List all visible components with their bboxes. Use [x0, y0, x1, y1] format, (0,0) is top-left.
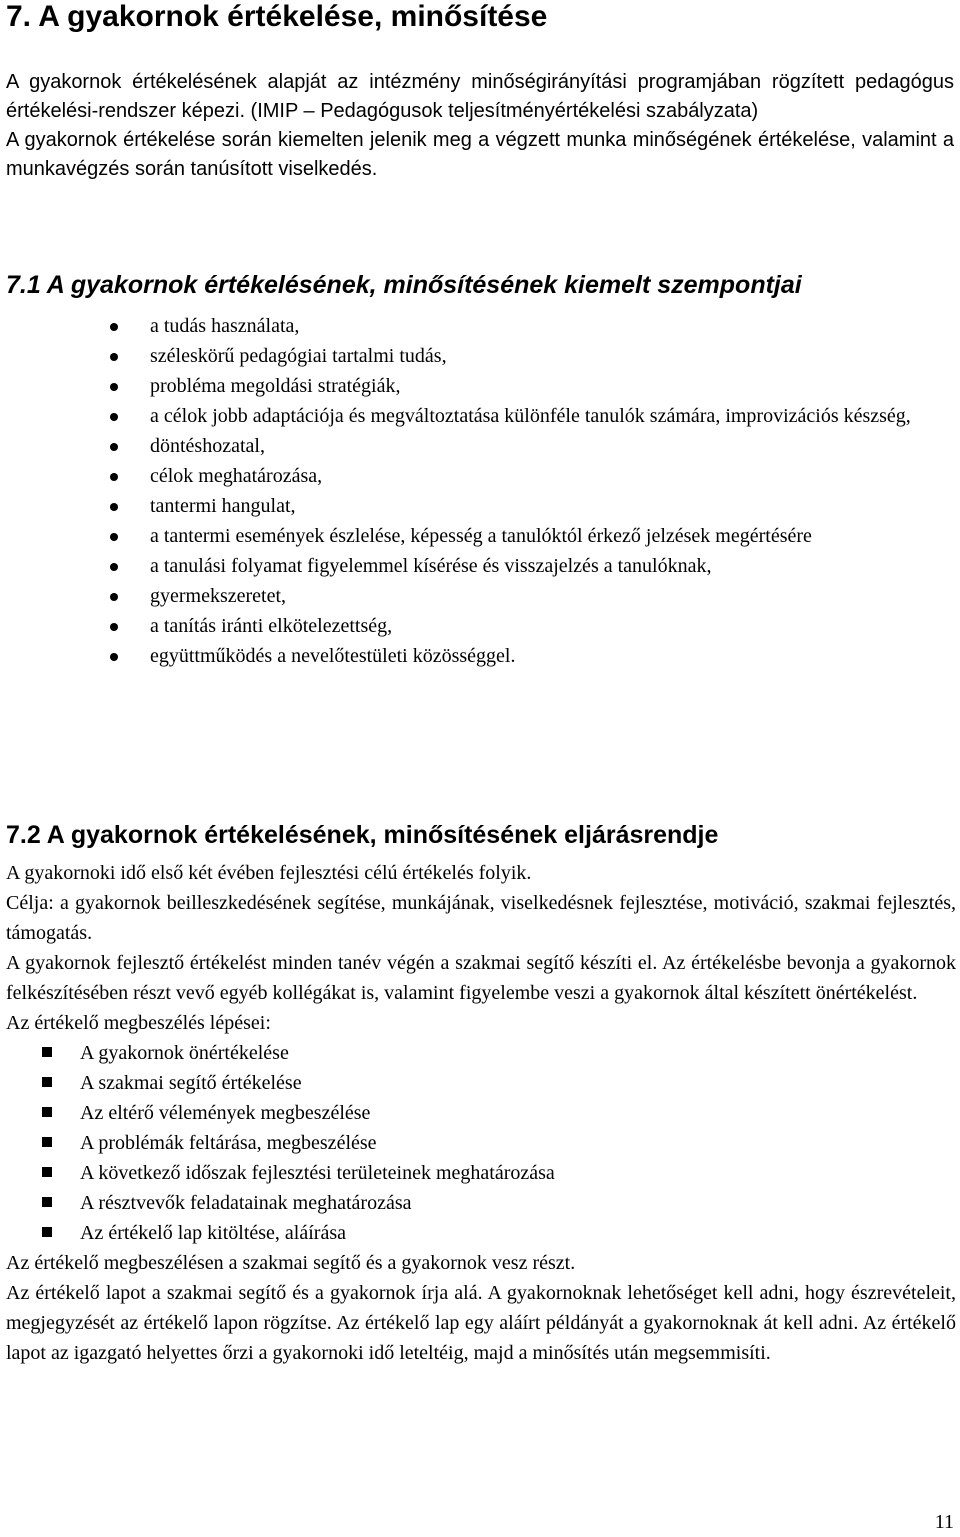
step-item: A gyakornok önértékelése: [80, 1038, 956, 1068]
page-number: 11: [934, 1511, 954, 1533]
list-item: döntéshozatal,: [150, 431, 956, 461]
criteria-list: [150, 311, 956, 671]
list-item: tantermi hangulat,: [150, 491, 956, 521]
paragraph: A gyakornoki idő első két évében fejlesztési célú értékelés folyik.: [6, 862, 532, 884]
step-item: Az értékelő lap kitöltése, aláírása: [80, 1218, 956, 1248]
list-item: együttműködés a nevelőtestületi közösséggel.: [150, 641, 956, 671]
paragraph: Az értékelő lapot a szakmai segítő és a gyakornok írja alá. A gyakornoknak lehetőséget kell adni, hogy észrevételeit, megjegyzését az értékelő lapon rögzítse. Az értékelő lap egy aláírt példányát a gyakornoknak át kell adni. Az értékelő lapot az igazgató helyettes őrzi a gyakornoki idő leteltéig, majd a minősítés után megsemmisíti.: [6, 1282, 956, 1364]
list-item: széleskörű pedagógiai tartalmi tudás,: [150, 341, 956, 371]
list-item: probléma megoldási stratégiák,: [150, 371, 956, 401]
section-7-1-heading: 7.1 A gyakornok értékelésének, minősítésének kiemelt szempontjai: [6, 271, 802, 299]
step-item: A következő időszak fejlesztési területeinek meghatározása: [80, 1158, 956, 1188]
intro-paragraph-1: A gyakornok értékelésének alapját az intézmény minőségirányítási programjában rögzített pedagógus értékelési-rendszer képezi. (IMIP – Pedagógusok teljesítményértékelési szabályzata): [6, 71, 954, 122]
paragraph: Az értékelő megbeszélésen a szakmai segítő és a gyakornok vesz részt.: [6, 1252, 576, 1274]
step-item: A szakmai segítő értékelése: [80, 1068, 956, 1098]
section-7-2-heading: 7.2 A gyakornok értékelésének, minősítésének eljárásrendje: [6, 821, 719, 849]
list-item: a tanítás iránti elkötelezettség,: [150, 611, 956, 641]
list-item: a tanulási folyamat figyelemmel kísérése és visszajelzés a tanulóknak,: [150, 551, 956, 581]
list-item: a tantermi események észlelése, képesség a tanulóktól érkező jelzések megértésére: [150, 521, 956, 551]
step-item: Az eltérő vélemények megbeszélése: [80, 1098, 956, 1128]
paragraph: Az értékelő megbeszélés lépései:: [6, 1012, 271, 1034]
paragraph: A gyakornok fejlesztő értékelést minden tanév végén a szakmai segítő készíti el. Az értékelésbe bevonja a gyakornok felkészítésében részt vevő egyéb kollégákat is, valamint figyelembe veszi a gyakornok által készített önértékelést.: [6, 952, 956, 1004]
paragraph: Célja: a gyakornok beilleszkedésének segítése, munkájának, viselkedésnek fejlesztése, motiváció, szakmai fejlesztés, támogatás.: [6, 892, 956, 944]
intro-paragraph-2: A gyakornok értékelése során kiemelten jelenik meg a végzett munka minőségének értékelése, valamint a munkavégzés során tanúsított viselkedés.: [6, 129, 954, 180]
list-item: gyermekszeretet,: [150, 581, 956, 611]
steps-list: [6, 1038, 956, 1248]
step-item: A problémák feltárása, megbeszélése: [80, 1128, 956, 1158]
intro-section: [6, 68, 954, 184]
page-title: 7. A gyakornok értékelése, minősítése: [6, 0, 548, 33]
list-item: a célok jobb adaptációja és megváltoztatása különféle tanulók számára, improvizációs készség,: [150, 401, 956, 431]
list-item: a tudás használata,: [150, 311, 956, 341]
step-item: A résztvevők feladatainak meghatározása: [80, 1188, 956, 1218]
list-item: célok meghatározása,: [150, 461, 956, 491]
section-7-2-body: [6, 858, 956, 1368]
